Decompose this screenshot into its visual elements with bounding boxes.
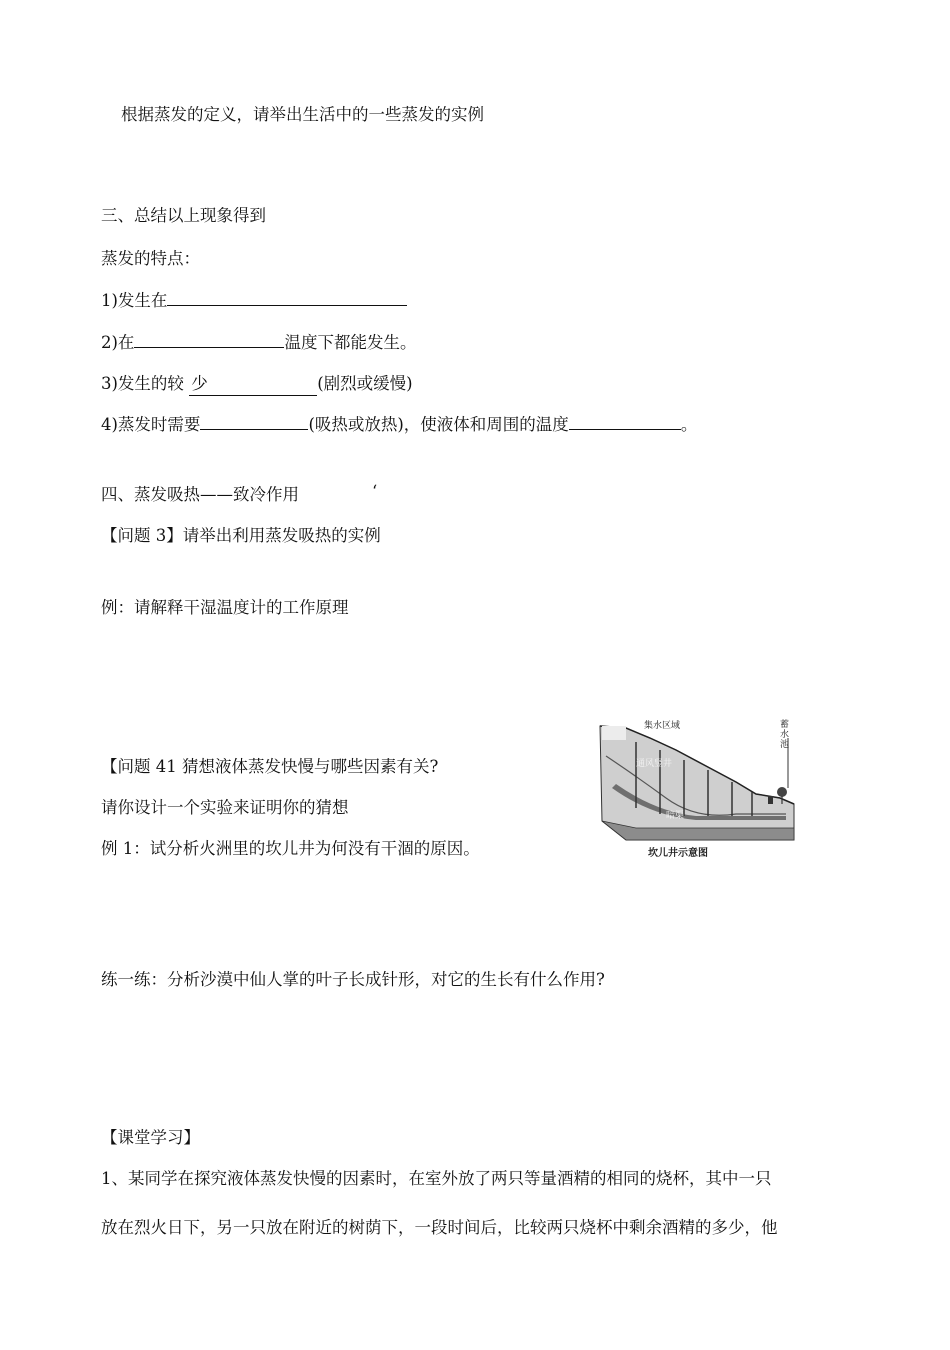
section4-heading: 四、蒸发吸热——致冷作用 — [101, 485, 299, 504]
practice-text: 练一练：分析沙漠中仙人掌的叶子长成针形，对它的生长有什么作用? — [101, 970, 605, 989]
fill-blank[interactable] — [569, 413, 681, 430]
trait-item-2-suffix: 温度下都能发生。 — [284, 333, 417, 352]
trait-item-3-prefix: 3)发生的较 — [101, 374, 184, 393]
figure-label-right: 蓄水池 — [780, 720, 790, 750]
section3-heading: 三、总结以上现象得到 — [101, 206, 266, 225]
trait-item-4-middle: (吸热或放热)，使液体和周围的温度 — [308, 415, 569, 434]
question4-example1: 例 1：试分析火洲里的坎儿井为何没有干涸的原因。 — [101, 839, 480, 858]
fill-blank[interactable] — [167, 289, 407, 306]
figure-label-top: 集水区域 — [644, 721, 681, 731]
trait-item-3 — [101, 373, 413, 396]
question3: 【问题 3】请举出利用蒸发吸热的实例 — [101, 526, 381, 545]
classroom-q1-line1: 1、某同学在探究液体蒸发快慢的因素时，在室外放了两只等量酒精的相同的烧杯，其中一只 — [101, 1169, 772, 1188]
figure-label-bottom: 暗渠 — [666, 811, 685, 821]
trait-item-1-prefix: 1)发生在 — [101, 291, 168, 310]
section3-subheading: 蒸发的特点： — [101, 249, 200, 268]
question4-line1: 【问题 41 猜想液体蒸发快慢与哪些因素有关? — [101, 757, 439, 776]
trait-item-4 — [101, 413, 697, 436]
karez-diagram — [596, 716, 798, 858]
karez-illustration — [596, 716, 798, 858]
figure-label-flow: 通风竖井 — [636, 759, 673, 769]
trait-item-1 — [101, 289, 407, 312]
intro-prompt: 根据蒸发的定义，请举出生活中的一些蒸发的实例 — [121, 105, 484, 124]
trait-item-4-suffix: 。 — [680, 415, 698, 434]
trait-item-3-suffix: (剧烈或缓慢) — [317, 374, 413, 393]
section4-example: 例：请解释干湿温度计的工作原理 — [101, 598, 349, 617]
figure-caption: 坎儿井示意图 — [648, 848, 708, 859]
stray-mark: ‘ — [372, 482, 378, 501]
trait-item-2-prefix: 2)在 — [101, 333, 135, 352]
trait-item-2 — [101, 331, 416, 354]
classroom-q1-line2: 放在烈火日下，另一只放在附近的树荫下，一段时间后，比较两只烧杯中剩余酒精的多少，他 — [101, 1218, 778, 1237]
trait-item-3-answer[interactable]: 少 — [189, 373, 317, 396]
question4-line2: 请你设计一个实验来证明你的猜想 — [101, 798, 349, 817]
fill-blank[interactable] — [134, 331, 284, 348]
trait-item-4-prefix: 4)蒸发时需要 — [101, 415, 201, 434]
fill-blank[interactable] — [200, 413, 308, 430]
classroom-heading: 【课堂学习】 — [101, 1128, 200, 1147]
